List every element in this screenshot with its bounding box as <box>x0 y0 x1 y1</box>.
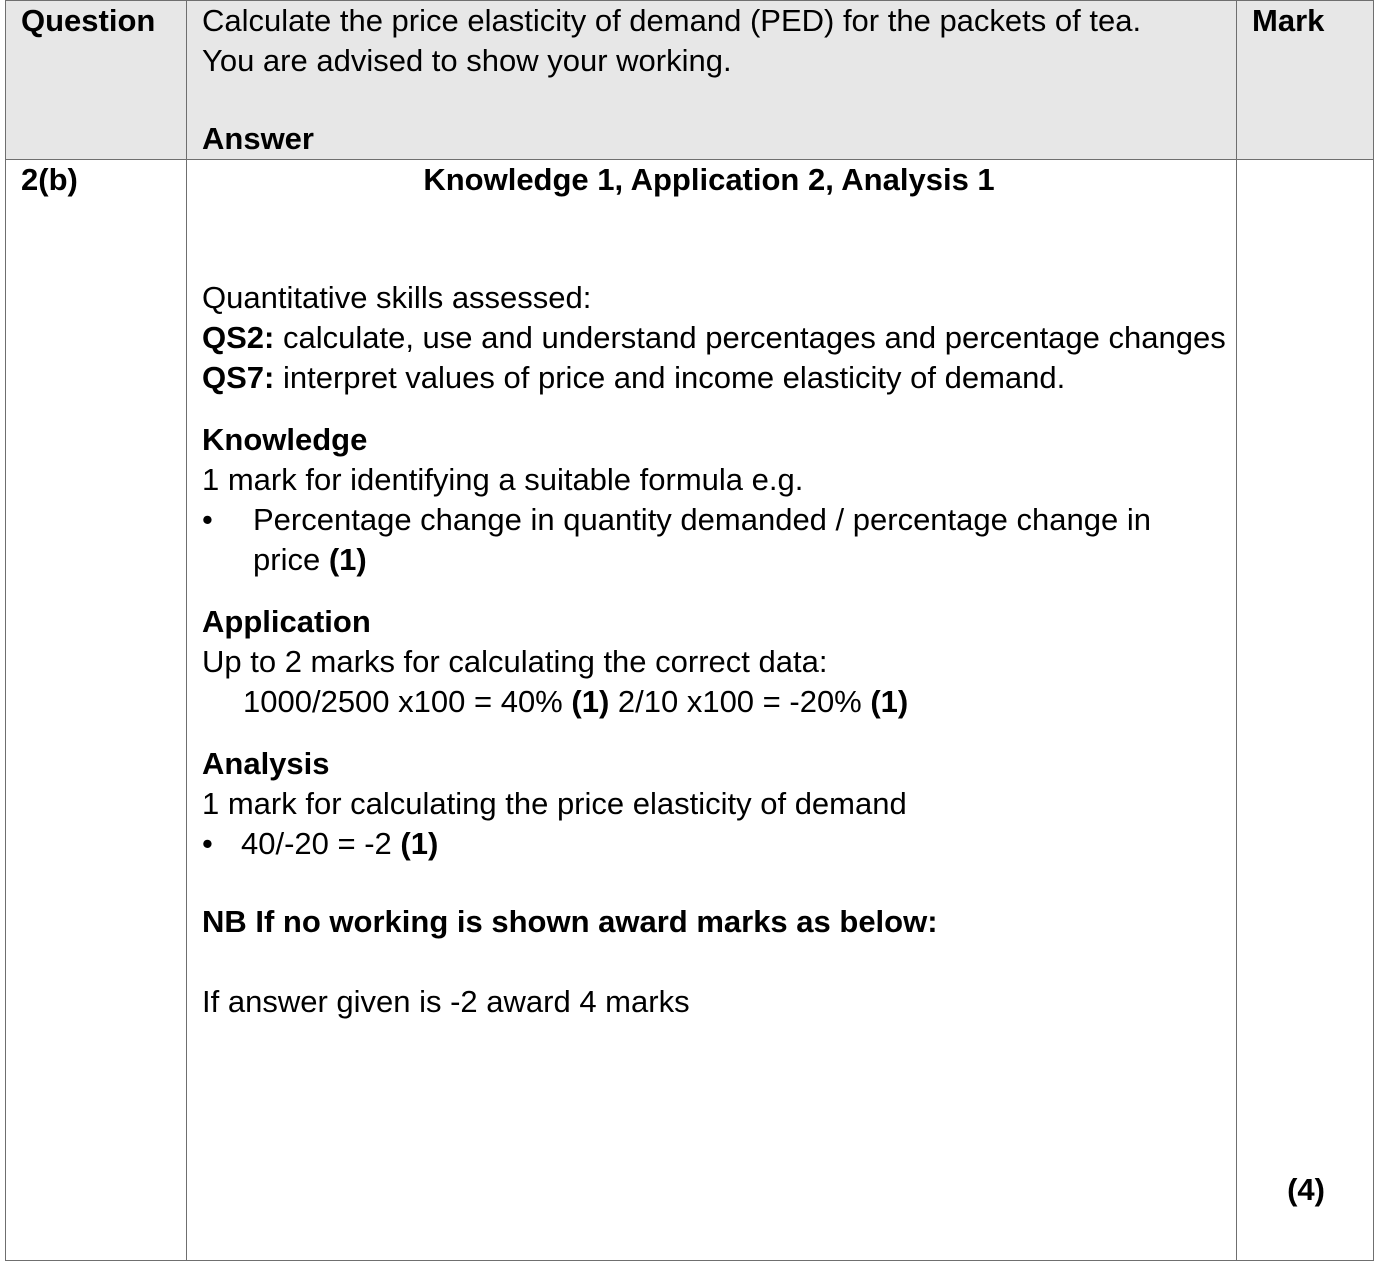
calc2: 2/10 x100 = -20% <box>609 684 871 719</box>
application-calc <box>202 682 1236 722</box>
qs-intro: Quantitative skills assessed: <box>202 280 592 315</box>
qs2-text: calculate, use and understand percentages and percentage changes <box>274 320 1226 355</box>
qs7-text: interpret values of price and income elasticity of demand. <box>274 360 1066 395</box>
mark-scheme-table <box>5 0 1374 1261</box>
question-prompt: Calculate the price elasticity of demand (PED) for the packets of tea. You are advised to show your working. <box>202 3 1142 78</box>
bullet-icon: • <box>202 826 213 861</box>
analysis-bullet-mark: (1) <box>400 826 439 861</box>
knowledge-bullet-text: Percentage change in quantity demanded / percentage change in price <box>253 502 1151 577</box>
mark-header: Mark <box>1237 1 1374 160</box>
question-row <box>6 160 1374 1261</box>
mark-cell <box>1237 160 1374 1261</box>
question-number: 2(b) <box>6 160 187 1261</box>
bullet-icon: • <box>202 502 213 537</box>
calc1: 1000/2500 x100 = 40% <box>243 684 572 719</box>
ao-summary: Knowledge 1, Application 2, Analysis 1 <box>423 162 995 197</box>
qs2-label: QS2: <box>202 320 275 355</box>
question-header: Question <box>6 1 187 160</box>
qs2-line <box>202 318 1236 358</box>
knowledge-bullet <box>202 500 1213 580</box>
header-row <box>6 1 1374 160</box>
knowledge-bullet-mark: (1) <box>328 542 367 577</box>
knowledge-text: 1 mark for identifying a suitable formula e.g. <box>202 462 804 497</box>
calc1-mark: (1) <box>571 684 610 719</box>
application-heading: Application <box>202 604 371 639</box>
prompt-header-cell <box>187 1 1237 160</box>
no-working-rule: If answer given is -2 award 4 marks <box>202 984 690 1019</box>
answer-cell <box>187 160 1237 1261</box>
knowledge-heading: Knowledge <box>202 422 368 457</box>
mark-total: (4) <box>1287 1172 1325 1207</box>
analysis-bullet <box>202 824 1236 864</box>
qs7-line <box>202 358 1236 398</box>
analysis-heading: Analysis <box>202 746 330 781</box>
calc2-mark: (1) <box>870 684 909 719</box>
analysis-text: 1 mark for calculating the price elasticity of demand <box>202 786 907 821</box>
application-text: Up to 2 marks for calculating the correct data: <box>202 644 828 679</box>
analysis-bullet-text: 40/-20 = -2 <box>241 826 401 861</box>
nb-note: NB If no working is shown award marks as below: <box>202 904 938 939</box>
qs7-label: QS7: <box>202 360 275 395</box>
answer-label: Answer <box>202 121 314 156</box>
